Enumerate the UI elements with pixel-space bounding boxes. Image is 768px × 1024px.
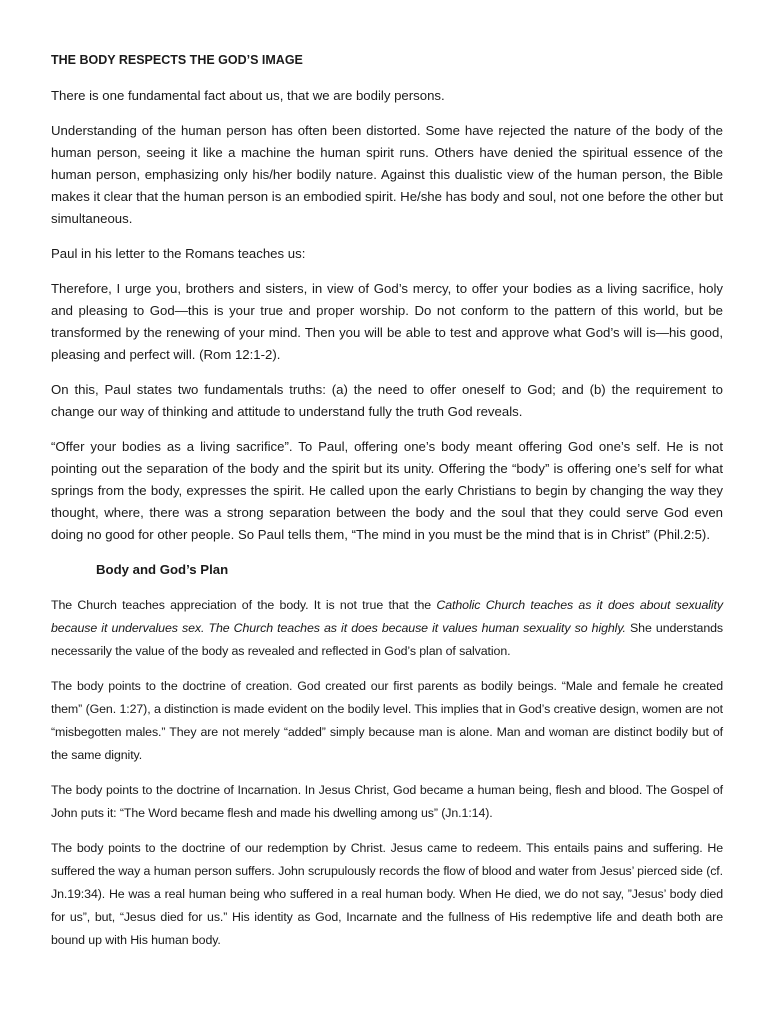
paragraph-creation: The body points to the doctrine of creation. God created our first parents as bodily beings. “Male and female he created them” (Gen. 1:27), a distinction is made evident on the bodily level. This implies that in God’s creative design, women are not “misbegotten males.” They are not merely “added” simply because man is alone. Man and woman are distinct bodily but of the same dignity. bbox=[51, 679, 723, 762]
paragraph-intro: There is one fundamental fact about us, that we are bodily persons. bbox=[51, 88, 445, 103]
document-page bbox=[51, 52, 723, 964]
paragraph-romans-quote: Therefore, I urge you, brothers and sisters, in view of God’s mercy, to offer your bodies as a living sacrifice, holy and pleasing to God—this is your true and proper worship. Do not conform to the pattern of this world, but be transformed by the renewing of your mind. Then you will be able to test and approve what God’s will is—his good, pleasing and perfect will. (Rom 12:1-2). bbox=[51, 281, 723, 362]
section-subheading: Body and God’s Plan bbox=[96, 562, 229, 577]
paragraph-church-teaches-start: The Church teaches appreciation of the body. It is not true that the bbox=[51, 598, 437, 612]
paragraph-incarnation: The body points to the doctrine of Incarnation. In Jesus Christ, God became a human being, flesh and blood. The Gospel of John puts it: “The Word became flesh and made his dwelling among us” (Jn.1:14). bbox=[51, 783, 723, 820]
paragraph-living-sacrifice: “Offer your bodies as a living sacrifice”. To Paul, offering one’s body meant offering God one’s self. He is not pointing out the separation of the body and the spirit but its unity. Offering the “body” is offering one’s self for what springs from the body, expresses the spirit. He called upon the early Christians to begin by changing the way they thought, where, there was a strong separation between the body and the soul that they could serve God even doing no good for other people. So Paul tells them, “The mind in you must be the mind that is in Christ” (Phil.2:5). bbox=[51, 439, 723, 542]
paragraph-church-teaches-end: She understands necessarily the value of the body as revealed and reflected in God’s plan of salvation. bbox=[51, 621, 724, 658]
paragraph-paul-intro: Paul in his letter to the Romans teaches us: bbox=[51, 246, 306, 261]
document-title: THE BODY RESPECTS THE GOD’S IMAGE bbox=[51, 53, 303, 67]
paragraph-two-truths: On this, Paul states two fundamentals truths: (a) the need to offer oneself to God; and (b) the requirement to change our way of thinking and attitude to understand fully the truth God reveals. bbox=[51, 382, 723, 419]
paragraph-redemption: The body points to the doctrine of our redemption by Christ. Jesus came to redeem. This entails pains and suffering. He suffered the way a human person suffers. John scrupulously records the flow of blood and water from Jesus’ pierced side (cf. Jn.19:34). He was a real human being who suffered in a real human body. When He died, we do not say, ”Jesus’ body died for us”, but, “Jesus died for us.” His identity as God, Incarnate and the fullness of His redemptive life and death both are bound up with His human body. bbox=[51, 841, 723, 947]
paragraph-understanding: Understanding of the human person has often been distorted. Some have rejected the nature of the body of the human person, seeing it like a machine the human spirit runs. Others have denied the spiritual essence of the human person, emphasizing only his/her bodily nature. Against this dualistic view of the human person, the Bible makes it clear that the human person is an embodied spirit. He/she has body and soul, not one before the other but simultaneous. bbox=[51, 123, 723, 226]
paragraph-church-teaches bbox=[51, 594, 723, 663]
paragraph-church-teaches-italic: Catholic Church teaches as it does about sexuality because it undervalues sex. The Church teaches as it does because it values human sexuality so highly. bbox=[51, 598, 723, 635]
